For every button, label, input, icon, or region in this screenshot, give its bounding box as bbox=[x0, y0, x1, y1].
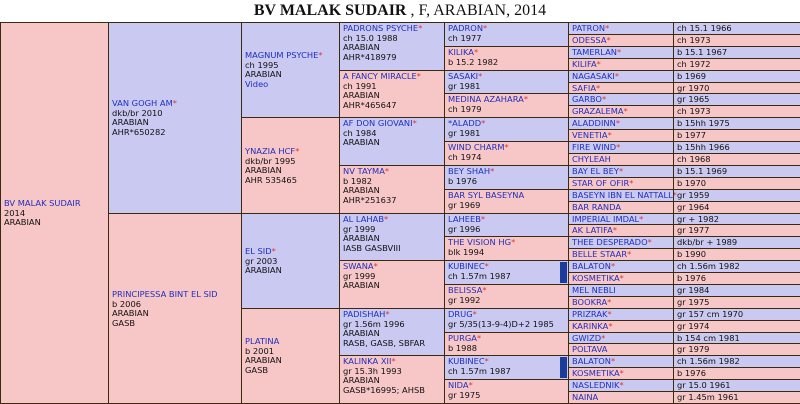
horse-name-link[interactable]: BALATON* bbox=[572, 356, 616, 366]
star-icon: * bbox=[484, 261, 489, 271]
horse-name-link[interactable]: PURGA* bbox=[448, 333, 482, 343]
cell-divider bbox=[673, 368, 674, 379]
star-icon: * bbox=[472, 309, 477, 319]
horse-details: GASB bbox=[112, 317, 136, 328]
cell-divider bbox=[673, 94, 674, 105]
star-icon: * bbox=[391, 356, 396, 366]
horse-details: ARABIAN bbox=[245, 69, 282, 80]
star-icon: * bbox=[629, 178, 634, 188]
horse-name-link[interactable]: MAGNUM PSYCHE* bbox=[245, 50, 323, 60]
horse-details: ch 1.57m 1987 bbox=[448, 270, 511, 281]
star-icon: * bbox=[384, 166, 390, 176]
horse-details: AHR*465647 bbox=[343, 99, 397, 110]
pedigree-cell bbox=[444, 308, 569, 333]
horse-details: dkb/br 2010 bbox=[112, 107, 163, 118]
horse-details: IASB GASBVIII bbox=[343, 242, 401, 253]
pedigree-cell bbox=[444, 141, 569, 166]
cell-divider bbox=[673, 154, 674, 165]
cell-divider bbox=[673, 380, 674, 391]
horse-details: ch 1977 bbox=[448, 32, 482, 43]
star-icon: * bbox=[416, 71, 421, 81]
horse-name-link[interactable]: KILIKA* bbox=[448, 47, 479, 57]
page-title bbox=[0, 0, 800, 22]
horse-name-link[interactable]: PATRON* bbox=[572, 23, 610, 33]
pedigree-cell bbox=[339, 165, 445, 214]
horse-details: ch 15.0 1988 bbox=[343, 32, 398, 43]
horse-name-link[interactable]: TAMERLAN* bbox=[572, 47, 622, 57]
pedigree-cell bbox=[241, 22, 340, 118]
star-icon: * bbox=[385, 309, 390, 319]
horse-details: gr 1981 bbox=[448, 127, 481, 138]
horse-name-link[interactable]: KUBINEC* bbox=[448, 261, 489, 271]
horse-details: ARABIAN bbox=[343, 90, 380, 101]
star-icon: * bbox=[619, 380, 624, 390]
horse-details: b 1982 bbox=[343, 175, 373, 186]
cell-divider bbox=[673, 249, 674, 260]
horse-details: dkb/br + 1989 bbox=[677, 237, 738, 247]
horse-details: ARABIAN bbox=[343, 42, 380, 53]
star-icon: * bbox=[615, 118, 620, 128]
star-icon: * bbox=[295, 146, 300, 156]
horse-name-link[interactable]: PRINCIPESSA BINT EL SID bbox=[112, 289, 218, 299]
cell-divider bbox=[673, 106, 674, 117]
horse-details: b 15.1 1967 bbox=[677, 47, 728, 57]
star-icon: * bbox=[511, 237, 516, 247]
cell-divider bbox=[673, 333, 674, 343]
horse-details: gr + 1982 bbox=[677, 214, 720, 224]
cell-divider bbox=[673, 166, 674, 177]
horse-details: AHR*418979 bbox=[343, 51, 397, 62]
cell-divider bbox=[673, 214, 674, 224]
horse-name-link[interactable]: A FANCY MIRACLE* bbox=[343, 71, 421, 81]
horse-details: ch 1973 bbox=[677, 35, 711, 45]
horse-name-link[interactable]: NAINA bbox=[572, 392, 599, 402]
horse-name-link[interactable]: BASEYN IBN EL NATTALL* bbox=[572, 190, 677, 200]
horse-details: ch 1984 bbox=[343, 127, 377, 138]
star-icon: * bbox=[480, 214, 486, 224]
horse-details: b 15.1 1969 bbox=[677, 166, 728, 176]
cell-divider bbox=[673, 273, 674, 284]
horse-details: ARABIAN bbox=[343, 328, 380, 339]
cell-divider bbox=[673, 237, 674, 248]
star-icon: * bbox=[412, 118, 417, 128]
pedigree-cell bbox=[444, 332, 569, 356]
pedigree-cell bbox=[339, 308, 445, 356]
horse-name-link[interactable]: NIDA* bbox=[448, 380, 473, 390]
star-icon: * bbox=[611, 261, 616, 271]
star-icon: * bbox=[490, 166, 495, 176]
horse-details: gr 1981 bbox=[448, 80, 481, 91]
pedigree-cell bbox=[0, 22, 109, 404]
star-icon: * bbox=[504, 142, 509, 152]
star-icon: * bbox=[481, 118, 486, 128]
horse-details: ARABIAN bbox=[245, 265, 282, 276]
horse-details: b 15.2 1982 bbox=[448, 56, 499, 67]
horse-details: AHR*251637 bbox=[343, 194, 397, 205]
horse-details: b 1969 bbox=[677, 71, 707, 81]
horse-details: dkb/br 1995 bbox=[245, 155, 296, 166]
horse-details: b 154 cm 1981 bbox=[677, 333, 740, 343]
pedigree-cell bbox=[568, 391, 800, 404]
horse-name-link[interactable]: BALATON* bbox=[572, 261, 616, 271]
horse-name-link[interactable]: ALADDINN* bbox=[572, 118, 620, 128]
horse-name-link[interactable]: SWANA* bbox=[343, 261, 378, 271]
horse-details: gr 1974 bbox=[677, 321, 710, 331]
horse-details: GASB bbox=[245, 364, 269, 375]
horse-details: gr 1999 bbox=[343, 270, 376, 281]
horse-name-link[interactable]: NASLEDNIK* bbox=[572, 380, 624, 390]
horse-name-link[interactable]: KOSMETIKA* bbox=[572, 273, 624, 283]
cell-divider bbox=[673, 35, 674, 46]
horse-name-link[interactable]: BELLE STAAR* bbox=[572, 249, 632, 259]
pedigree-cell bbox=[108, 213, 242, 404]
horse-details: b 2001 bbox=[245, 345, 275, 356]
horse-details: AHR 535465 bbox=[245, 174, 297, 185]
horse-name-link[interactable]: BAY EL BEY* bbox=[572, 166, 624, 176]
horse-name-link[interactable]: NV TAYMA* bbox=[343, 166, 390, 176]
star-icon: * bbox=[172, 98, 177, 108]
star-icon: * bbox=[482, 285, 487, 295]
star-icon: * bbox=[627, 249, 632, 259]
horse-details: b 2006 bbox=[112, 298, 142, 309]
star-icon: * bbox=[473, 47, 479, 57]
horse-name-link[interactable]: MEDINA AZAHARA* bbox=[448, 94, 528, 104]
horse-name-link[interactable]: EL SID* bbox=[245, 246, 276, 256]
horse-details: b 15hh 1966 bbox=[677, 142, 730, 152]
pedigree-cell bbox=[444, 93, 569, 118]
horse-name-link[interactable]: CHYLEAH bbox=[572, 154, 611, 164]
horse-details: ARABIAN bbox=[112, 308, 149, 319]
cell-divider bbox=[673, 261, 674, 272]
horse-name-link[interactable]: SASAKI* bbox=[448, 71, 483, 81]
horse-details: ARABIAN bbox=[343, 185, 380, 196]
horse-details: b 1976 bbox=[448, 175, 478, 186]
horse-name-link[interactable]: IMPERIAL IMDAL* bbox=[572, 214, 644, 224]
horse-details: ch 1974 bbox=[448, 151, 482, 162]
star-icon: * bbox=[616, 47, 622, 57]
horse-details: gr 2003 bbox=[245, 255, 278, 266]
star-icon: * bbox=[607, 309, 612, 319]
pedigree-cell bbox=[444, 117, 569, 142]
cell-divider bbox=[673, 392, 674, 403]
horse-details: gr 1977 bbox=[677, 225, 710, 235]
horse-name-link[interactable]: NAGASAKI* bbox=[572, 71, 619, 81]
pedigree-cell bbox=[444, 165, 569, 190]
horse-details: gr 1959 bbox=[677, 190, 710, 200]
horse-name-link[interactable]: GRAZALEMA* bbox=[572, 106, 628, 116]
horse-details: gr 5/35(13-9-4)D+2 1985 bbox=[448, 318, 554, 329]
pedigree-cell bbox=[444, 355, 569, 380]
pedigree-cell bbox=[444, 46, 569, 71]
pedigree-cell bbox=[241, 117, 340, 214]
horse-details: ARABIAN bbox=[4, 217, 41, 228]
cell-divider bbox=[673, 118, 674, 129]
cell-divider bbox=[673, 297, 674, 308]
cell-divider bbox=[673, 71, 674, 82]
cell-divider bbox=[673, 130, 674, 141]
star-icon: * bbox=[618, 166, 624, 176]
pedigree-cell bbox=[444, 284, 569, 309]
horse-name-link[interactable]: PRIZRAK* bbox=[572, 309, 612, 319]
horse-details: gr 1996 bbox=[448, 223, 481, 234]
horse-name-link[interactable]: YNAZIA HCF* bbox=[245, 146, 300, 156]
cell-divider bbox=[673, 285, 674, 296]
cell-divider bbox=[673, 142, 674, 153]
horse-details: gr 1975 bbox=[677, 297, 710, 307]
horse-details: ARABIAN bbox=[343, 280, 380, 291]
star-icon: * bbox=[468, 380, 473, 390]
cell-divider bbox=[673, 59, 674, 70]
star-icon: * bbox=[611, 356, 616, 366]
horse-details: gr 1999 bbox=[343, 223, 376, 234]
horse-details: b 1970 bbox=[677, 178, 707, 188]
horse-name-link[interactable]: KUBINEC* bbox=[448, 356, 489, 366]
horse-details: ARABIAN bbox=[245, 165, 282, 176]
horse-details: ch 1968 bbox=[677, 154, 711, 164]
horse-name-link[interactable]: AK LATIFA* bbox=[572, 225, 617, 235]
horse-details: b 1976 bbox=[677, 368, 707, 378]
horse-name-link[interactable]: KOSMETIKA* bbox=[572, 368, 624, 378]
horse-details: ARABIAN bbox=[112, 117, 149, 128]
horse-name-link[interactable]: BV MALAK SUDAIR bbox=[4, 198, 81, 208]
cell-divider bbox=[673, 83, 674, 93]
horse-details: b 1990 bbox=[677, 249, 707, 259]
horse-name-link[interactable]: KILIFA* bbox=[572, 59, 601, 69]
horse-name-link[interactable]: DRUG* bbox=[448, 309, 477, 319]
star-icon: * bbox=[596, 59, 601, 69]
horse-details: ch 1.56m 1982 bbox=[677, 356, 740, 366]
star-icon: * bbox=[271, 246, 276, 256]
pedigree-cell bbox=[339, 70, 445, 118]
horse-name-link[interactable]: BELISSA* bbox=[448, 285, 487, 295]
pedigree-cell bbox=[444, 379, 569, 404]
horse-details: gr 1.56m 1996 bbox=[343, 318, 405, 329]
star-icon: * bbox=[373, 261, 378, 271]
horse-details: ch 1973 bbox=[677, 106, 711, 116]
horse-name-link[interactable]: VENETIA* bbox=[572, 130, 612, 140]
horse-name-link[interactable]: KALINKA XII* bbox=[343, 356, 396, 366]
horse-details: ch 1.56m 1982 bbox=[677, 261, 740, 271]
star-icon: * bbox=[596, 83, 601, 93]
horse-name-link[interactable]: POLTAVA bbox=[572, 344, 608, 354]
cell-divider bbox=[673, 190, 674, 201]
star-icon: * bbox=[418, 23, 423, 33]
star-icon: * bbox=[647, 237, 652, 247]
horse-name-link[interactable]: BAR RANDA bbox=[572, 202, 621, 212]
horse-details: gr 15.3h 1993 bbox=[343, 365, 402, 376]
horse-details: ARABIAN bbox=[343, 137, 380, 148]
horse-details: b 15hh 1975 bbox=[677, 118, 730, 128]
pedigree-cell bbox=[339, 355, 445, 404]
horse-details: AHR*650282 bbox=[112, 126, 166, 137]
horse-details: ch 1979 bbox=[448, 103, 482, 114]
title-details: , F, ARABIAN, 2014 bbox=[406, 2, 547, 19]
horse-details: gr 1.45m 1961 bbox=[677, 392, 739, 402]
pedigree-cell bbox=[339, 22, 445, 71]
star-icon: * bbox=[614, 71, 619, 81]
horse-name-link[interactable]: THE VISION HG* bbox=[448, 237, 516, 247]
selection-marker bbox=[560, 357, 567, 378]
star-icon: * bbox=[623, 106, 628, 116]
horse-details: blk 1994 bbox=[448, 246, 485, 257]
horse-name-title: BV MALAK SUDAIR bbox=[253, 2, 407, 19]
cell-divider bbox=[673, 23, 674, 34]
horse-details: GASB*16995; AHSB bbox=[343, 384, 425, 395]
horse-details: RASB, GASB, SBFAR bbox=[343, 337, 426, 348]
cell-divider bbox=[673, 321, 674, 332]
pedigree-cell bbox=[241, 308, 340, 404]
horse-name-link[interactable]: GARBO* bbox=[572, 94, 607, 104]
horse-name-link[interactable]: BOOKRA* bbox=[572, 297, 612, 307]
pedigree-cell bbox=[339, 213, 445, 261]
horse-name-link[interactable]: PADRONS PSYCHE* bbox=[343, 23, 423, 33]
horse-name-link[interactable]: AF DON GIOVANI* bbox=[343, 118, 417, 128]
pedigree-cell bbox=[444, 260, 569, 285]
horse-details: gr 1970 bbox=[677, 83, 710, 93]
cell-divider bbox=[673, 344, 674, 355]
horse-details: b 1976 bbox=[677, 273, 707, 283]
pedigree-cell bbox=[241, 213, 340, 309]
horse-name-link[interactable]: LAHEEB* bbox=[448, 214, 486, 224]
cell-divider bbox=[673, 178, 674, 189]
star-icon: * bbox=[607, 130, 612, 140]
horse-name-link[interactable]: WIND CHARM* bbox=[448, 142, 509, 152]
cell-divider bbox=[673, 47, 674, 58]
star-icon: * bbox=[607, 297, 612, 307]
star-icon: * bbox=[318, 50, 323, 60]
horse-name-link[interactable]: PLATINA bbox=[245, 336, 280, 346]
horse-name-link[interactable]: FIRE WIND* bbox=[572, 142, 621, 152]
horse-name-link[interactable]: ODESSA* bbox=[572, 35, 611, 45]
horse-name-link[interactable]: *ALADD* bbox=[448, 118, 486, 128]
horse-name-link[interactable]: AL LAHAB* bbox=[343, 214, 389, 224]
horse-details: gr 1979 bbox=[677, 344, 710, 354]
horse-details: ch 1995 bbox=[245, 59, 279, 70]
horse-name-link[interactable]: GWIZD* bbox=[572, 333, 606, 343]
star-icon: * bbox=[639, 214, 644, 224]
pedigree-cell bbox=[444, 189, 569, 214]
star-icon: * bbox=[672, 190, 677, 200]
horse-name-link[interactable]: MEL NEBLI bbox=[572, 285, 616, 295]
video-link[interactable]: Video bbox=[245, 78, 269, 89]
pedigree-cell bbox=[444, 236, 569, 261]
horse-details: 2014 bbox=[4, 207, 26, 218]
horse-details: gr 1975 bbox=[448, 389, 481, 400]
horse-name-link[interactable]: THEE DESPERADO* bbox=[572, 237, 652, 247]
horse-details: ARABIAN bbox=[245, 355, 282, 366]
horse-details: ch 1.57m 1987 bbox=[448, 365, 511, 376]
horse-details: gr 1965 bbox=[677, 94, 710, 104]
horse-name-link[interactable]: PADISHAH* bbox=[343, 309, 390, 319]
cell-divider bbox=[673, 356, 674, 367]
horse-details: b 1977 bbox=[677, 130, 707, 140]
pedigree-cell bbox=[108, 22, 242, 214]
cell-divider bbox=[673, 225, 674, 236]
star-icon: * bbox=[476, 333, 482, 343]
horse-details: b 1988 bbox=[448, 342, 478, 353]
horse-name-link[interactable]: BAR SYL BASEYNA bbox=[448, 190, 525, 200]
star-icon: * bbox=[612, 225, 617, 235]
horse-details: gr 157 cm 1970 bbox=[677, 309, 744, 319]
star-icon: * bbox=[616, 142, 621, 152]
horse-details: ch 15.1 1966 bbox=[677, 23, 732, 33]
horse-details: gr 1992 bbox=[448, 294, 481, 305]
horse-details: ARABIAN bbox=[343, 375, 380, 386]
star-icon: * bbox=[483, 23, 488, 33]
pedigree-cell bbox=[339, 260, 445, 309]
selection-marker bbox=[560, 262, 567, 283]
star-icon: * bbox=[619, 368, 624, 378]
horse-name-link[interactable]: VAN GOGH AM* bbox=[112, 98, 177, 108]
horse-name-link[interactable]: PADRON* bbox=[448, 23, 488, 33]
pedigree-cell bbox=[444, 70, 569, 94]
horse-details: gr 1964 bbox=[677, 202, 710, 212]
star-icon: * bbox=[523, 94, 528, 104]
horse-name-link[interactable]: BEY SHAH* bbox=[448, 166, 495, 176]
pedigree-cell bbox=[444, 213, 569, 237]
star-icon: * bbox=[606, 35, 611, 45]
horse-details: gr 1969 bbox=[448, 199, 481, 210]
horse-name-link[interactable]: KARINKA* bbox=[572, 321, 613, 331]
horse-details: ch 1991 bbox=[343, 80, 377, 91]
cell-divider bbox=[673, 202, 674, 213]
pedigree-cell bbox=[339, 117, 445, 166]
horse-details: ch 1972 bbox=[677, 59, 711, 69]
pedigree-cell bbox=[444, 22, 569, 47]
star-icon: * bbox=[601, 94, 607, 104]
horse-details: gr 1984 bbox=[677, 285, 710, 295]
horse-details: gr 15.0 1961 bbox=[677, 380, 731, 390]
horse-name-link[interactable]: SAFIA* bbox=[572, 83, 601, 93]
star-icon: * bbox=[484, 356, 489, 366]
star-icon: * bbox=[608, 321, 613, 331]
pedigree-chart bbox=[0, 22, 800, 403]
star-icon: * bbox=[478, 71, 483, 81]
star-icon: * bbox=[601, 333, 606, 343]
star-icon: * bbox=[384, 214, 389, 224]
horse-details: ARABIAN bbox=[343, 233, 380, 244]
star-icon: * bbox=[619, 273, 624, 283]
horse-name-link[interactable]: STAR OF OFIR* bbox=[572, 178, 634, 188]
star-icon: * bbox=[605, 23, 610, 33]
cell-divider bbox=[673, 309, 674, 320]
